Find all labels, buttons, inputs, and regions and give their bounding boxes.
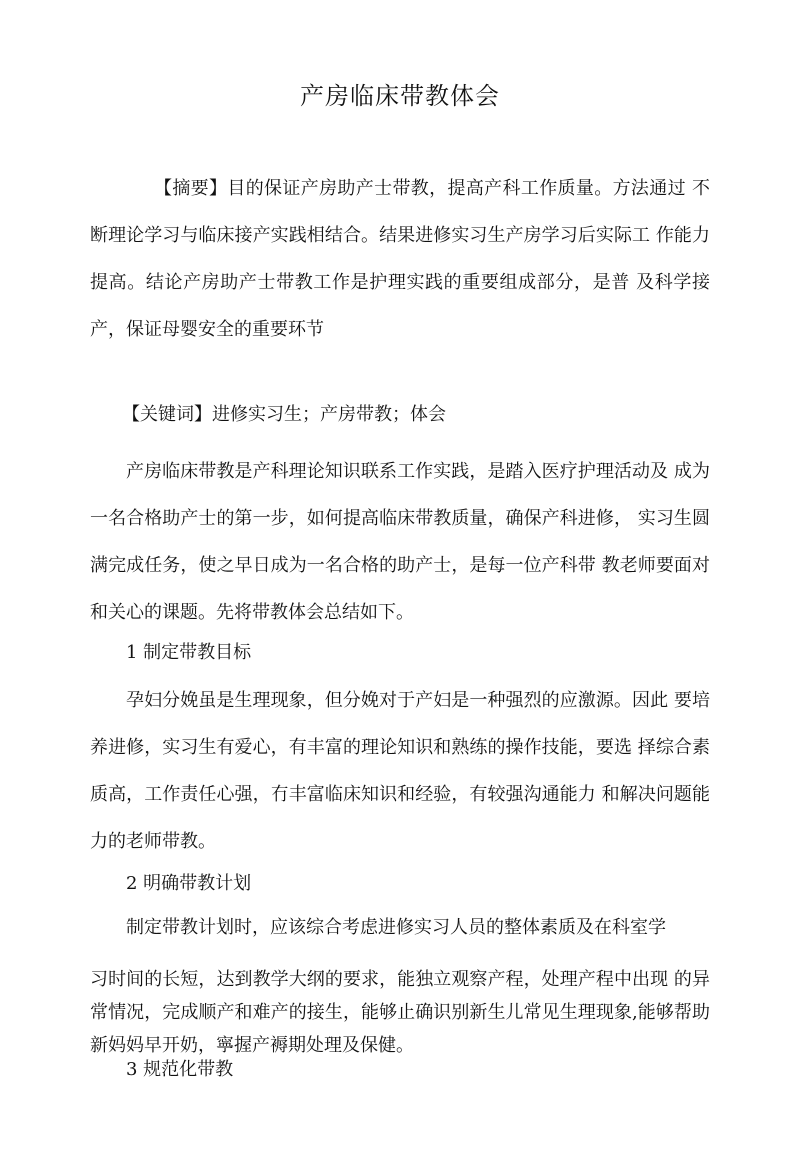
section-1-paragraph: 孕妇分娩虽是生理现象，但分娩对于产妇是一种强烈的应激源。因此 要培养进修，实习生有爱心，有丰富的理论知识和熟练的操作技能，要选 择综合素质高，工作责任心强，冇丰富临床知识和经验，有较强沟通能力 和解决问题能力的老师带教。	[90, 690, 710, 852]
abstract-paragraph: 【摘要】目的保证产房助产士带教，提高产科工作质量。方法通过 不断理论学习与临床接产实践相结合。结果进修实习生产房学习后实际工 作能力提高。结论产房助产士带教工作是护理实践的重要组成部分，是普 及科学接产，保证母婴安全的重要环节	[90, 178, 710, 340]
section-2-paragraph-1: 制定带教计划时，应该综合考虑进修实习人员的整体素质及在科室学	[126, 917, 666, 938]
section-heading-3: 3 规范化带教	[126, 1059, 234, 1080]
keywords-paragraph: 【关键词】进修实习生；产房带教；体会	[122, 404, 446, 425]
section-heading-2: 2 明确带教计划	[126, 873, 252, 894]
section-2-paragraph-2: 习时间的长短，达到教学大纲的要求，能独立观察产程，处理产程中出现 的异常情况，完成顺产和难产的接生，能够止确识别新生儿常见生理现象,能够帮助新妈妈早开奶，寧握产褥期处理及保健。	[90, 969, 710, 1056]
section-heading-1: 1 制定带教目标	[126, 642, 252, 663]
intro-paragraph: 产房临床带教是产科理论知识联系工作实践，是踏入医疗护理活动及 成为一名合格助产士的第一步，如何提高临床带教质量，确保产科进修， 实习生圆满完成任务，使之早日成为一名合格的助产士，是每一位产科带 教老师要面对和关心的课题。先将带教体会总结如下。	[90, 461, 710, 623]
document-title: 产房临床带教体会	[300, 82, 500, 110]
